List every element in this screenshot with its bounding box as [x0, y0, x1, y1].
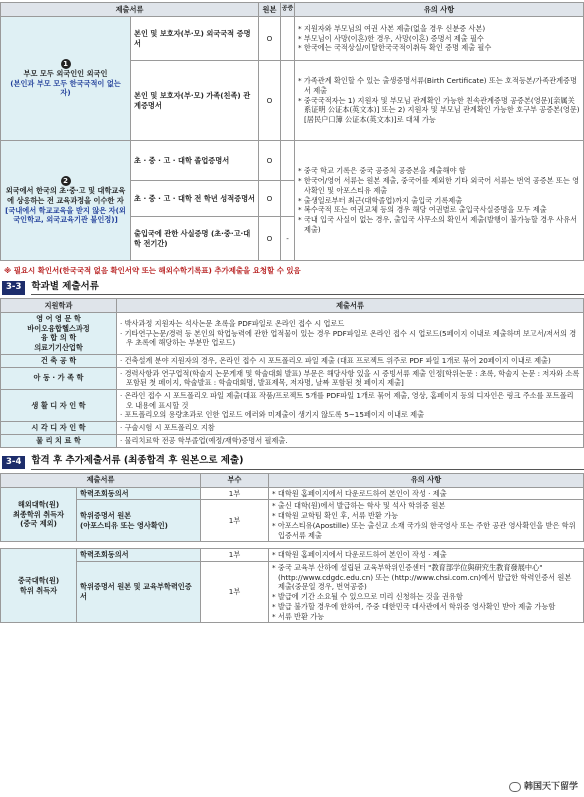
section-number: 3-4: [2, 456, 25, 469]
note-item: * 출생일로부터 최근(대학졸업)까지 출입국 기록제출: [298, 196, 580, 206]
original-mark: O: [259, 141, 281, 181]
doc-item: · 구술시험 시 포트폴리오 지참: [120, 423, 580, 433]
doc-name: 학력조회동의서: [77, 549, 201, 562]
group-title: 부모 모두 외국인인 외국인: [23, 68, 108, 78]
notes-cell: [295, 61, 584, 141]
header-docs: 제출서류: [1, 473, 201, 487]
copies: 1부: [201, 500, 269, 542]
additional-docs-note: ※ 필요시 확인서(한국국적 없음 확인서약 또는 해외수학기록표) 추가제출을 요청할 수 있음: [4, 266, 301, 275]
department-name: 의료기기산업학: [34, 343, 83, 353]
notes-cell: [269, 487, 584, 500]
group-foreign-education: [1, 141, 131, 261]
china-degree-docs-table: [0, 548, 584, 623]
table-row: [1, 422, 584, 435]
section-title: 합격 후 추가제출서류 (최종합격 후 원본으로 제출): [31, 455, 584, 470]
original-mark: O: [259, 217, 281, 261]
table-row: [1, 141, 584, 181]
docs-cell: [117, 390, 584, 422]
doc-name: 학위증명서 원본: [80, 511, 132, 521]
doc-cell: [77, 500, 201, 542]
docs-cell: [117, 367, 584, 389]
doc-item: · 물리치료학 전공 학부졸업(예정/재학)증명서 필제출.: [120, 436, 580, 446]
note-item: * 복수국적 또는 여권교체 등의 경우 해당 여권별로 출입국사실증명을 모두 제출: [298, 205, 580, 215]
note-item: * 발급 불가할 경우에 한하여, 주중 대한민국 대사관에서 학위증 영사확인 받아 제출 가능함: [272, 602, 580, 612]
note-item: * 한국에는 국적상실/이탈한국국적이취득 확인 증명 제출 필수: [298, 43, 580, 53]
table-header: [1, 3, 584, 17]
notes-cell: [295, 141, 584, 261]
note-item: * 한국어/영어 서류는 원본 제출, 중국어를 제외한 기타 외국어 서류는 번역 공증본 또는 영사확인 및 아포스티유 제출: [298, 176, 580, 195]
doc-name: 학력조회동의서: [77, 487, 201, 500]
notes-cell: [269, 500, 584, 542]
header-original: 원본: [259, 3, 281, 17]
department-docs-table: [0, 298, 584, 448]
note-item: * 아포스티유(Apostille) 또는 출신교 소재 국가의 한국영사 또는 주한 공관 영사확인을 받은 학위 입증서류 제출: [272, 521, 580, 540]
doc-name: 본인 및 보호자(부·모) 가족(친족) 관계증명서: [131, 61, 259, 141]
table-row: [1, 354, 584, 367]
doc-item: · 기타연구논문/경력 등 본인의 학업능력에 관한 업적물이 있는 경우 PDF파일로 온라인 접수 시 업로드(5페이지 이내로 제출하며 보고서/저서의 경우 초록에 해당하는 부분만 업로드): [120, 329, 580, 348]
number-badge: 2: [61, 176, 71, 186]
header-docs: 제출서류: [1, 3, 259, 17]
header-notary: 공증: [281, 3, 295, 17]
department-name: 물 리 치 료 학: [1, 434, 117, 447]
note-item: * 대학원 교학팀 확인 후, 서류 반환 가능: [272, 511, 580, 521]
department-name: 아 동 · 가 족 학: [1, 367, 117, 389]
table-header: [1, 299, 584, 313]
table-row: [1, 313, 584, 355]
group-label: 학위 취득자: [19, 585, 58, 595]
header-department: 지원학과: [1, 299, 117, 313]
department-name: 영 어 영 문 학: [36, 314, 81, 323]
section-header-3-4: [0, 455, 584, 471]
group-foreign-parents: [1, 17, 131, 141]
section-number: 3-3: [2, 281, 25, 294]
department-cell: [1, 313, 117, 355]
post-admission-docs-table: [0, 473, 584, 543]
doc-item: · 박사과정 지원자는 석사논문 초록을 PDF파일로 온라인 접수 시 업로드: [120, 319, 580, 329]
department-name: 바이오융합헬스과정: [27, 323, 90, 333]
department-name: 생 활 디 자 인 학: [1, 390, 117, 422]
table-row: [1, 500, 584, 542]
original-mark: O: [259, 181, 281, 217]
note-item: * 중국 학교 기록은 중국 공증처 공증본을 제출해야 함: [298, 166, 580, 176]
group-label: 중국대학(원): [17, 576, 60, 586]
doc-item: · 포트폴리오의 용량초과로 인한 업로드 에러와 미제출이 생기지 않도록 5~15페이지 이내로 제출: [120, 410, 580, 420]
doc-subtext: (아포스티유 또는 영사확인): [80, 520, 168, 530]
table-row: [1, 17, 584, 61]
original-mark: O: [259, 61, 281, 141]
note-item: * 지원자와 부모님의 여권 사본 제출(없을 경우 신분증 사본): [298, 24, 580, 34]
group-title: 외국에서 한국의 초·중·고 및 대학교육에 상응하는 전 교육과정을 이수한 자: [5, 186, 126, 205]
group-label: 최종학위 취득자: [12, 509, 65, 519]
notary-mark: -: [281, 217, 295, 261]
table-row: [1, 390, 584, 422]
note-item: * 국내 입국 사실이 없는 경우, 출입국 사무소의 확인서 제출(발행이 불가능할 경우 사유서 제출): [298, 215, 580, 234]
note-item: * 서류 반환 가능: [272, 612, 580, 622]
notary-mark: [281, 181, 295, 217]
department-name: 융 합 의 학: [40, 333, 77, 343]
notes-cell: [269, 561, 584, 622]
docs-cell: [117, 422, 584, 435]
table-row: [1, 367, 584, 389]
table-row: [1, 549, 584, 562]
doc-name: 본인 및 보호자(부·모) 외국국적 증명서: [131, 17, 259, 61]
department-name: 시 각 디 자 인 학: [1, 422, 117, 435]
watermark-text: 韩国天下留学: [523, 781, 578, 792]
section-title: 학과별 제출서류: [31, 281, 584, 296]
doc-name: 초 · 중 · 고 · 대학 졸업증명서: [131, 141, 259, 181]
watermark: [509, 781, 578, 793]
header-copies: 부수: [201, 473, 269, 487]
notes-cell: [269, 549, 584, 562]
number-badge: 1: [61, 59, 71, 69]
header-docs: 제출서류: [117, 299, 584, 313]
doc-item: · 건축설계 분야 지원자의 경우, 온라인 접수 시 포트폴리오 파일 제출 (대표 프로젝트 위주로 PDF 파일 1개로 묶어 20페이지 이내로 제출): [120, 356, 580, 366]
docs-cell: [117, 354, 584, 367]
wechat-icon: [509, 782, 521, 792]
doc-item: · 온라인 접수 시 포트폴리오 파일 제출(대표 작품/프로젝트 5개를 PDF파일 1개로 묶어 제출, 영상, 홈페이지 등의 디자인은 링크 주소를 포트폴리오 내용에 표시할 것: [120, 391, 580, 410]
docs-cell: [117, 313, 584, 355]
note-item: * 부모님이 사망(이혼)한 경우, 사망(이혼) 증명서 제출 필수: [298, 34, 580, 44]
original-mark: O: [259, 17, 281, 61]
group-label: (중국 제외): [20, 519, 57, 529]
eligibility-docs-table: [0, 2, 584, 261]
section-header-3-3: [0, 280, 584, 296]
notary-mark: [281, 61, 295, 141]
group-subtitle: (본인과 부모 모두 한국국적이 없는 자): [10, 78, 121, 98]
note-item: * 대학원 홈페이지에서 다운로드하여 본인이 작성 · 제출: [272, 489, 580, 499]
header-notes: 유의 사항: [295, 3, 584, 17]
note-item: * 출신 대학(원)에서 발급하는 학사 및 석사 학위증 원본: [272, 501, 580, 511]
table-row: [1, 561, 584, 622]
group-subtitle: [국내에서 학교교육을 받지 않은 자(외국인학교, 외국교육기관 불인정)]: [5, 205, 126, 225]
copies: 1부: [201, 549, 269, 562]
doc-name: 출입국에 관한 사실증명 (초·중·고·대학 전기간): [131, 217, 259, 261]
group-label: 해외대학(원): [17, 499, 60, 509]
note-item: * 발급에 기간 소요될 수 있으므로 미리 신청하는 것을 권유함: [272, 592, 580, 602]
note-item: * 가족관계 확인할 수 있는 출생증명서류(Birth Certificate) 또는 호적등본/가족관계증명서 제출: [298, 76, 580, 95]
header-notes: 유의 사항: [269, 473, 584, 487]
table-header: [1, 473, 584, 487]
department-name: 건 축 공 학: [1, 354, 117, 367]
copies: 1부: [201, 561, 269, 622]
notes-cell: [295, 17, 584, 61]
table-row: [1, 434, 584, 447]
note-item: * 대학원 홈페이지에서 다운로드하여 본인이 작성 · 제출: [272, 550, 580, 560]
doc-item: · 경력사항과 연구업적(학술지 논문게재 및 학술대회 발표) 부문은 해당사항 있을 시 증빙서류 제출 인정[학위논문 : 초록, 학술지 논문 : 저자와 소록 포함된 첫 페이지, 학술발표 : 학술대회명, 발표제목, 저자명, 날짜 포함된 첫 페이지 제출]: [120, 369, 580, 388]
notary-mark: [281, 141, 295, 181]
note-item: * 중국국적자는 1) 지원자 및 부모님 관계확인 가능한 친속관계증명 공증본(영문)[亲属关系证明 公证本(英文本)] 또는 2) 지원자 및 부모님 관계확인 가능한 호구부 공증본(영문)[居民户口簿 公证本(英文本)]로 대체 가능: [298, 96, 580, 125]
group-china-degree: [1, 549, 77, 623]
copies: 1부: [201, 487, 269, 500]
doc-name: 초 · 중 · 고 · 대학 전 학년 성적증명서: [131, 181, 259, 217]
doc-name: 학위증명서 원본 및 교육부학력인증서: [77, 561, 201, 622]
docs-cell: [117, 434, 584, 447]
table-row: [1, 487, 584, 500]
group-overseas-degree: [1, 487, 77, 542]
note-item: * 중국 교육부 산하에 설립된 교육부학위인증센터 "教育部学位與研究生教育發展中心" (http://www.cdgdc.edu.cn) 또는 (http://www.chsi.com.cn)에서 발급한 학력인증서 원본 제출(중문일 경우, 번역공증): [272, 563, 580, 592]
notary-mark: [281, 17, 295, 61]
